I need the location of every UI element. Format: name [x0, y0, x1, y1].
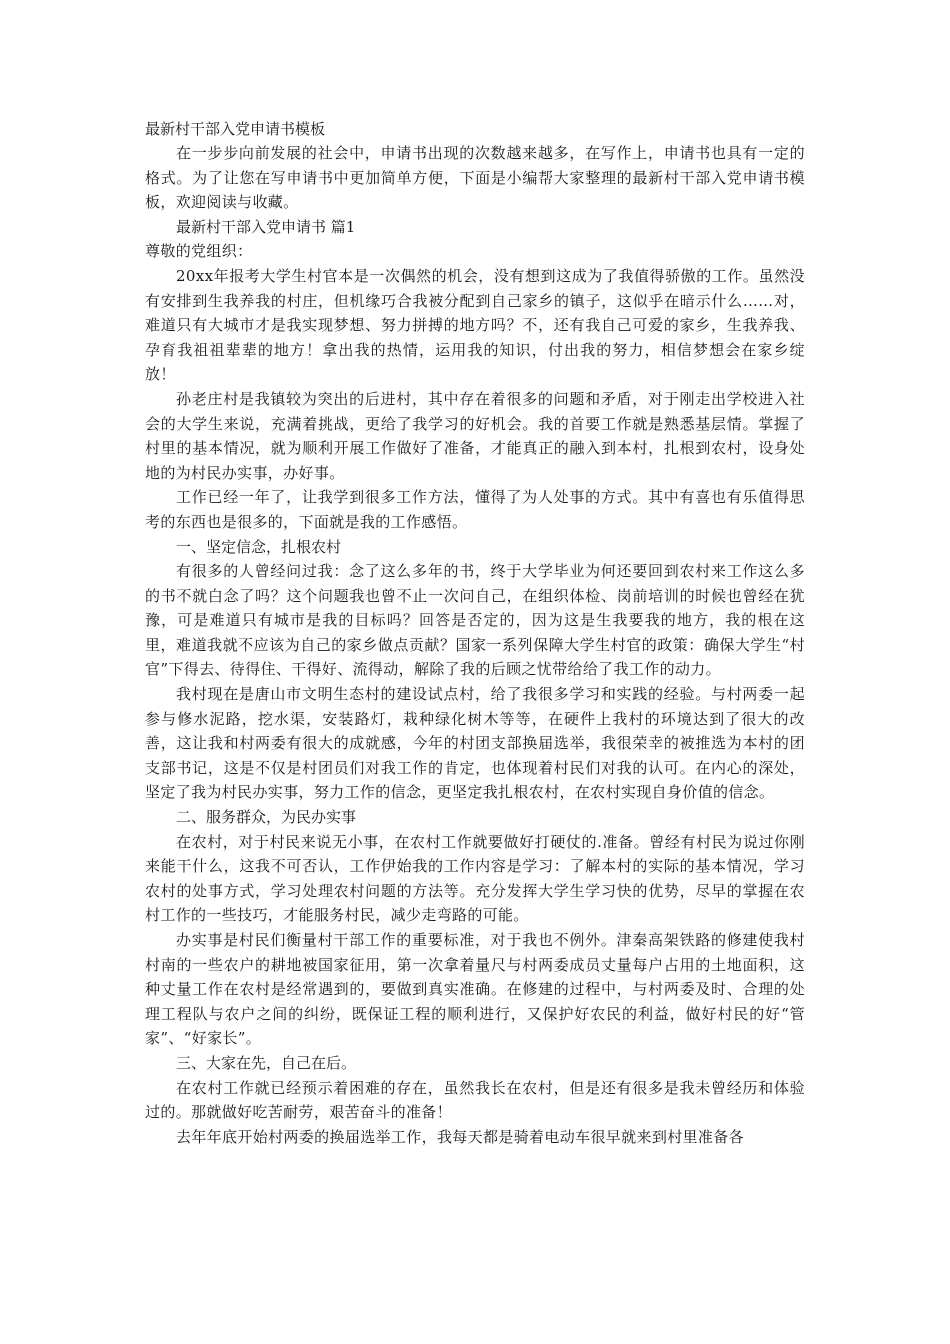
- body-paragraph-3: 工作已经一年了，让我学到很多工作方法，懂得了为人处事的方式。其中有喜也有乐值得思考的东西也是很多的，下面就是我的工作感悟。: [145, 488, 805, 531]
- salutation: 尊敬的党组织：: [145, 242, 253, 261]
- subheading-2: 二、服务群众，为民办实事: [176, 808, 357, 827]
- body-paragraph-7: 办实事是村民们衡量村干部工作的重要标准，对于我也不例外。津秦高架铁路的修建使我村村南的一些农户的耕地被国家征用，第一次拿着量尺与村两委成员丈量每户占用的土地面积，这种丈量工作在农村是经常遇到的，要做到真实准确。在修建的过程中，与村两委及时、合理的处理工程队与农户之间的纠纷，既保证工程的顺利进行，又保护好农民的利益，做好村民的好“管家”、“好家长”。: [145, 931, 805, 1048]
- body-paragraph-9: 去年年底开始村两委的换届选举工作，我每天都是骑着电动车很早就来到村里准备各: [176, 1127, 744, 1146]
- body-paragraph-6: 在农村，对于村民来说无小事，在农村工作就要做好打硬仗的.准备。曾经有村民为说过你刚来能干什么，这我不可否认，工作伊始我的工作内容是学习：了解本村的实际的基本情况，学习农村的处事方式，学习处理农村问题的方法等。充分发挥大学生学习快的优势，尽早的掌握在农村工作的一些技巧，才能服务村民，减少走弯路的可能。: [145, 832, 805, 925]
- body-paragraph-5: 我村现在是唐山市文明生态村的建设试点村，给了我很多学习和实践的经验。与村两委一起参与修水泥路，挖水渠，安装路灯，栽种绿化树木等等，在硬件上我村的环境达到了很大的改善，这让我和村两委有很大的成就感，今年的村团支部换届选举，我很荣幸的被推选为本村的团支部书记，这是不仅是村团员们对我工作的肯定，也体现着村民们对我的认可。在内心的深处，坚定了我为村民办实事，努力工作的信念，更坚定我扎根农村，在农村实现自身价值的信念。: [145, 685, 805, 802]
- subheading-3: 三、大家在先，自己在后。: [176, 1053, 357, 1072]
- document-title: 最新村干部入党申请书模板: [145, 120, 326, 138]
- document-page: [145, 117, 805, 1149]
- body-paragraph-4: 有很多的人曾经问过我：念了这么多年的书，终于大学毕业为何还要回到农村来工作这么多的书不就白念了吗？这个问题我也曾不止一次问自己，在组织体检、岗前培训的时候也曾经在犹豫，可是难道只有城市是我的目标吗？回答是否定的，因为这是生我要我的地方，我的根在这里，难道我就不应该为自己的家乡做点贡献？国家一系列保障大学生村官的政策：确保大学生“村官”下得去、待得住、干得好、流得动，解除了我的后顾之忧带给给了我工作的动力。: [145, 562, 805, 679]
- section-title: 最新村干部入党申请书 篇1: [176, 217, 356, 236]
- body-paragraph-8: 在农村工作就已经预示着困难的存在，虽然我长在农村，但是还有很多是我未曾经历和体验过的。那就做好吃苦耐劳，艰苦奋斗的准备！: [145, 1078, 805, 1122]
- intro-paragraph: 在一步步向前发展的社会中，申请书出现的次数越来越多，在写作上，申请书也具有一定的格式。为了让您在写申请书中更加简单方便，下面是小编帮大家整理的最新村干部入党申请书模板，欢迎阅读与收藏。: [145, 144, 805, 212]
- body-paragraph-1: 20xx年报考大学生村官本是一次偶然的机会，没有想到这成为了我值得骄傲的工作。虽然没有安排到生我养我的村庄，但机缘巧合我被分配到自己家乡的镇子，这似乎在暗示什么……对，难道只有大城市才是我实现梦想、努力拼搏的地方吗？不，还有我自己可爱的家乡，生我养我、孕育我祖祖辈辈的地方！拿出我的热情，运用我的知识，付出我的努力，相信梦想会在家乡绽放！: [145, 266, 805, 384]
- subheading-1: 一、坚定信念，扎根农村: [176, 537, 342, 556]
- body-paragraph-2: 孙老庄村是我镇较为突出的后进村，其中存在着很多的问题和矛盾，对于刚走出学校进入社会的大学生来说，充满着挑战，更给了我学习的好机会。我的首要工作就是熟悉基层情。掌握了村里的基本情况，就为顺利开展工作做好了准备，才能真正的融入到本村，扎根到农村，设身处地的为村民办实事，办好事。: [145, 389, 805, 482]
